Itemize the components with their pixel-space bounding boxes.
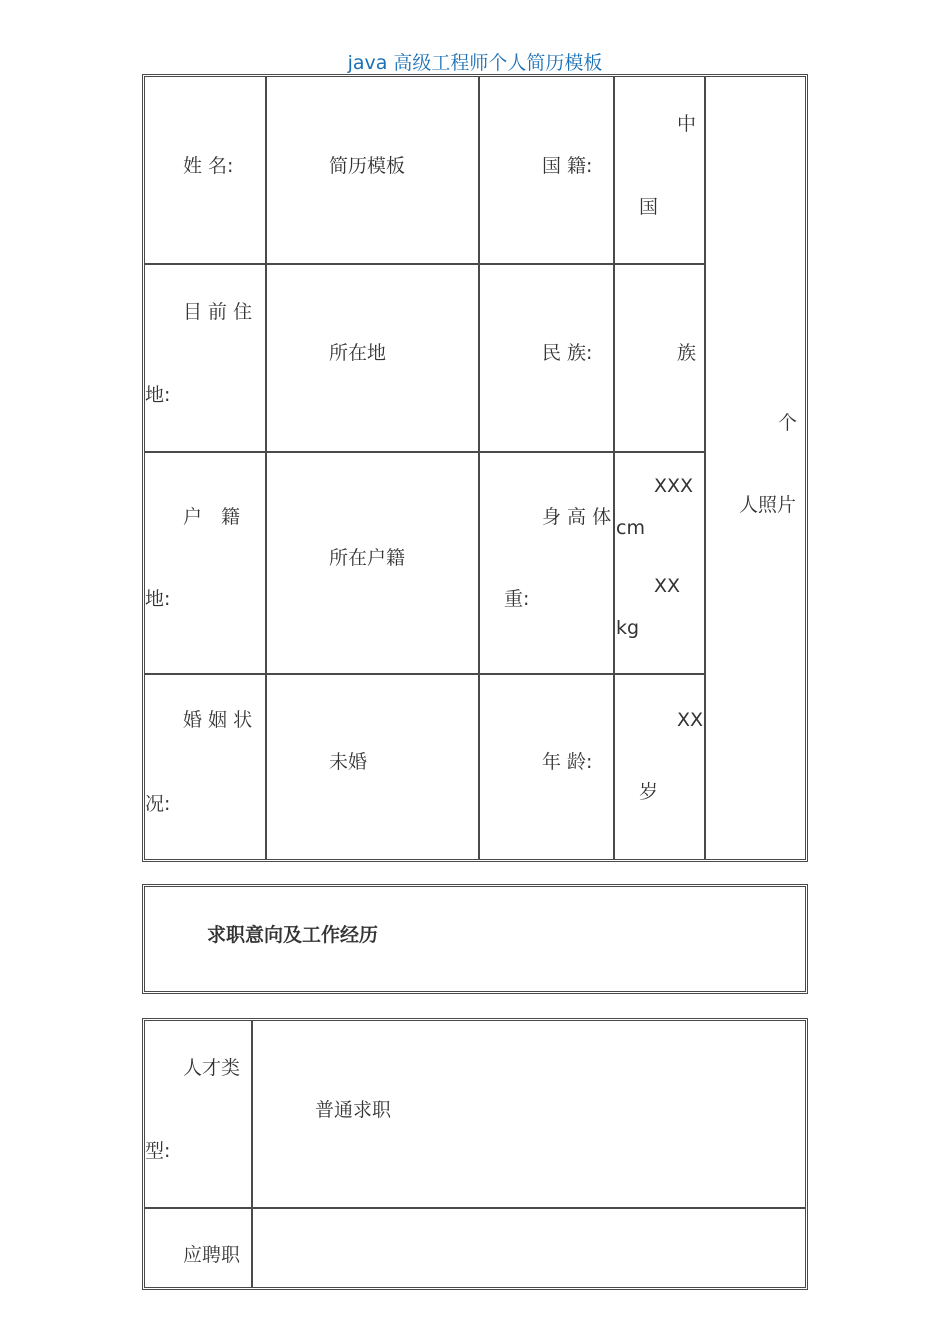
marital-label-line1: 婚 姻 状: [183, 709, 253, 731]
position-value-cell: [252, 1208, 806, 1288]
age-value-cell: [614, 674, 705, 860]
residence-label-cell: [144, 264, 266, 452]
section-header-cell: [144, 886, 806, 992]
name-value-cell: [266, 76, 479, 264]
name-label-cell: [144, 76, 266, 264]
marital-label-line2: 况:: [145, 793, 171, 815]
hukou-value-cell: [266, 452, 479, 674]
talent-type-label-line2: 型:: [145, 1140, 171, 1162]
height-weight-label-line2: 重:: [504, 588, 530, 610]
name-label: 姓 名:: [183, 155, 234, 177]
name-value: 简历模板: [329, 155, 406, 177]
ethnicity-label: 民 族:: [542, 342, 593, 364]
age-value: XX: [677, 709, 704, 731]
document-title: java 高级工程师个人简历模板: [347, 52, 603, 74]
hukou-value: 所在户籍: [329, 547, 406, 569]
hukou-label-line1: 户 籍: [183, 506, 241, 528]
height-weight-label-cell: [479, 452, 614, 674]
height-unit: cm: [616, 517, 645, 539]
nationality-label: 国 籍:: [542, 155, 593, 177]
nationality-value-line2: 国: [639, 196, 659, 218]
talent-type-value-cell: [252, 1020, 806, 1208]
residence-value-cell: [266, 264, 479, 452]
ethnicity-label-cell: [479, 264, 614, 452]
talent-type-label-cell: [144, 1020, 252, 1208]
age-unit: 岁: [639, 781, 659, 803]
residence-label-line1: 目 前 住: [183, 301, 253, 323]
height-weight-value-cell: [614, 452, 705, 674]
photo-label-line2: 人照片: [739, 494, 797, 516]
residence-label-line2: 地:: [145, 384, 171, 406]
residence-value: 所在地: [329, 342, 387, 364]
age-label-cell: [479, 674, 614, 860]
section-header-title: 求职意向及工作经历: [207, 924, 379, 946]
nationality-value-cell: [614, 76, 705, 264]
photo-cell: [705, 76, 806, 860]
talent-type-label-line1: 人才类: [183, 1057, 241, 1079]
marital-value-cell: [266, 674, 479, 860]
position-label-cell: [144, 1208, 252, 1288]
hukou-label-line2: 地:: [145, 588, 171, 610]
weight-value: XX: [654, 575, 681, 597]
position-label: 应聘职: [183, 1244, 241, 1266]
weight-unit: kg: [616, 617, 640, 639]
talent-type-value: 普通求职: [315, 1099, 392, 1121]
ethnicity-value: 族: [677, 342, 697, 364]
nationality-value-line1: 中: [677, 113, 697, 135]
ethnicity-value-cell: [614, 264, 705, 452]
marital-label-cell: [144, 674, 266, 860]
marital-value: 未婚: [329, 751, 368, 773]
hukou-label-cell: [144, 452, 266, 674]
nationality-label-cell: [479, 76, 614, 264]
photo-label-line1: 个: [778, 412, 798, 434]
height-value: XXX: [654, 475, 694, 497]
height-weight-label-line1: 身 高 体: [542, 506, 612, 528]
age-label: 年 龄:: [542, 751, 593, 773]
